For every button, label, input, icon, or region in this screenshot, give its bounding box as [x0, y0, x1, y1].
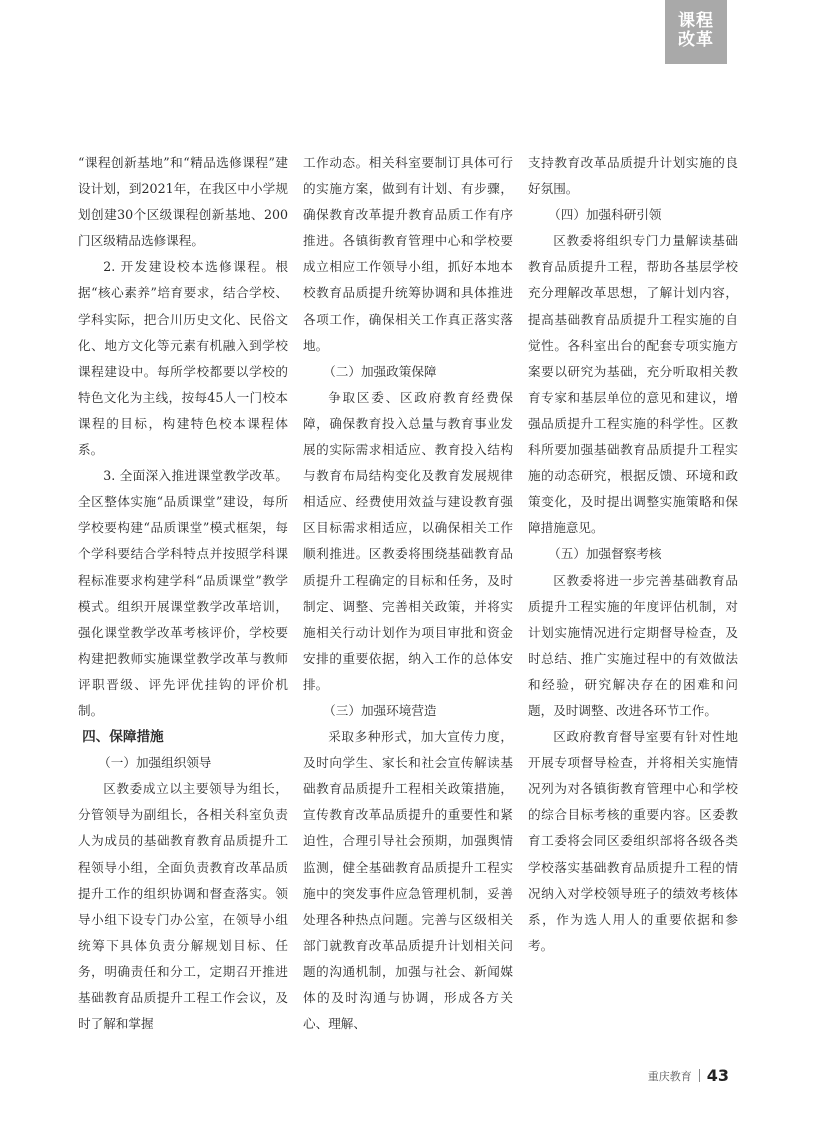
subsection-heading: （二）加强政策保障 — [323, 363, 437, 379]
column-1 — [78, 150, 288, 1037]
paragraph: 区教委将组织专门力量解读基础教育品质提升工程，帮助各基层学校充分理解改革思想，了解计划内容，提高基础教育品质提升工程实施的自觉性。各科室出台的配套专项实施方案要以研究为基础，充分听取相关教育专家和基层单位的意见和建议，增强品质提升工程实施的科学性。区教科所要加强基础教育品质提升工程实施的动态研究，根据反馈、环境和政策变化，及时提出调整实施策略和保障措施意见。 — [528, 233, 738, 536]
subsection-heading: （四）加强科研引领 — [548, 207, 662, 223]
column-2 — [303, 150, 513, 1037]
page-footer — [648, 1066, 729, 1085]
journal-name: 重庆教育 — [647, 1069, 692, 1083]
page-number: 43 — [706, 1066, 729, 1085]
subsection-heading: （一）加强组织领导 — [98, 755, 212, 771]
paragraph: 3. 全面深入推进课堂教学改革。全区整体实施“品质课堂”建设，每所学校要构建“品质课堂”模式框架，每个学科要结合学科特点并按照学科课程标准要求构建学科“品质课堂”教学模式。组织开展课堂教学改革培训，强化课堂教学改革考核评价，学校要构建把教师实施课堂教学改革与教师评职晋级、评先评优挂钩的评价机制。 — [78, 468, 288, 718]
subsection-heading: （五）加强督察考核 — [548, 546, 662, 562]
section-tab — [665, 0, 727, 64]
paragraph: 采取多种形式，加大宣传力度，及时向学生、家长和社会宣传解读基础教育品质提升工程相关政策措施，宣传教育改革品质提升的重要性和紧迫性，合理引导社会预期，加强舆情监测，健全基础教育品质提升工程实施中的突发事件应急管理机制，妥善处理各种热点问题。完善与区级相关部门就教育改革品质提升计划相关问题的沟通机制，加强与社会、新闻媒体的及时沟通与协调，形成各方关心、理解、 — [303, 729, 513, 1032]
paragraph: 区教委成立以主要领导为组长，分管领导为副组长，各相关科室负责人为成员的基础教育教育品质提升工程领导小组，全面负责教育改革品质提升工作的组织协调和督查落实。领导小组下设专门办公室，在领导小组统筹下具体负责分解规划目标、任务，明确责任和分工，定期召开推进基础教育品质提升工程工作会议，及时了解和掌握 — [78, 781, 288, 1032]
footer-divider — [699, 1069, 700, 1082]
paragraph: 工作动态。相关科室要制订具体可行的实施方案，做到有计划、有步骤，确保教育改革提升教育品质工作有序推进。各镇街教育管理中心和学校要成立相应工作领导小组，抓好本地本校教育品质提升统筹协调和具体推进各项工作，确保相关工作真正落实落地。 — [303, 155, 513, 353]
paragraph: 区政府教育督导室要有针对性地开展专项督导检查，并将相关实施情况列为对各镇街教育管理中心和学校的综合目标考核的重要内容。区委教育工委将会同区委组织部将各级各类学校落实基础教育品质提升工程的情况纳入对学校领导班子的绩效考核体系，作为选人用人的重要依据和参考。 — [528, 729, 738, 953]
section-tab-label: 课程 改革 — [678, 11, 714, 50]
paragraph: 2. 开发建设校本选修课程。根据“核心素养”培育要求，结合学校、学科实际，把合川历史文化、民俗文化、地方文化等元素有机融入到学校课程建设中。每所学校都要以学校的特色文化为主线，按每45人一门校本课程的目标，构建特色校本课程体系。 — [78, 259, 288, 458]
subsection-heading: （三）加强环境营造 — [323, 702, 437, 718]
column-3 — [528, 150, 738, 959]
paragraph: 支持教育改革品质提升计划实施的良好氛围。 — [528, 155, 738, 197]
section-heading: 四、保障措施 — [82, 729, 164, 746]
paragraph: 争取区委、区政府教育经费保障，确保教育投入总量与教育事业发展的实际需求相适应、教育投入结构与教育布局结构变化及教育发展规律相适应、经费使用效益与建设教育强区目标需求相适应，以确保相关工作顺利推进。区教委将围绕基础教育品质提升工程确定的目标和任务，及时制定、调整、完善相关政策，并将实施相关行动计划作为项目审批和资金安排的重要依据，纳入工作的总体安排。 — [303, 389, 513, 692]
paragraph: “课程创新基地”和“精品选修课程”建设计划，到2021年，在我区中小学规划创建30个区级课程创新基地、200门区级精品选修课程。 — [78, 155, 288, 249]
paragraph: 区教委将进一步完善基础教育品质提升工程实施的年度评估机制，对计划实施情况进行定期督导检查，及时总结、推广实施过程中的有效做法和经验，研究解决存在的困难和问题，及时调整、改进各环节工作。 — [528, 572, 738, 718]
